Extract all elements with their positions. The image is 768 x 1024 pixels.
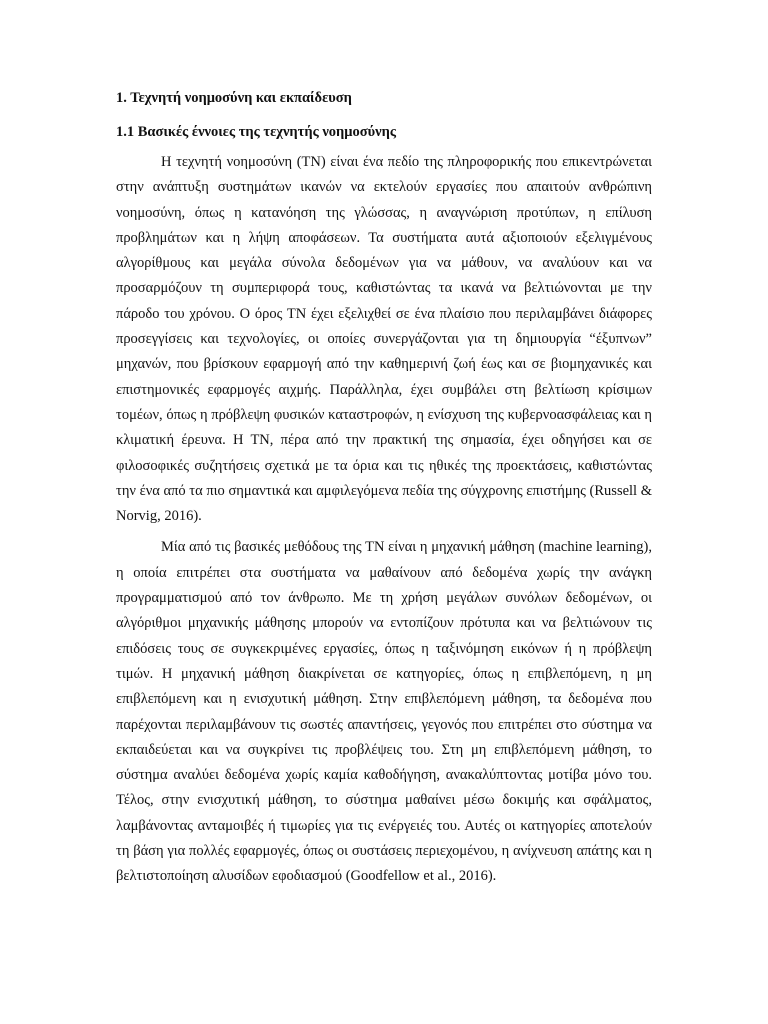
body-paragraph: Η τεχνητή νοημοσύνη (ΤΝ) είναι ένα πεδίο της πληροφορικής που επικεντρώνεται στην ανάπτυξη συστημάτων ικανών να εκτελούν εργασίες που απαιτούν ανθρώπινη νοημοσύνη, όπως η κατανόηση της γλώσσας, η αναγνώριση προτύπων, η επίλυση προβλημάτων και η λήψη αποφάσεων. Τα συστήματα αυτά αξιοποιούν εξελιγμένους αλγορίθμους και μεγάλα σύνολα δεδομένων για να μάθουν, να αναλύουν και να προσαρμόζουν τη συμπεριφορά τους, καθιστώντας τα ικανά να βελτιώνονται με την πάροδο του χρόνου. Ο όρος ΤΝ έχει εξελιχθεί σε ένα πλαίσιο που περιλαμβάνει διάφορες προσεγγίσεις και τεχνολογίες, οι οποίες συνεργάζονται για τη δημιουργία “έξυπνων” μηχανών, που βρίσκουν εφαρμογή από την καθημερινή ζωή έως και σε βιομηχανικές και επιστημονικές εφαρμογές αιχμής. Παράλληλα, έχει συμβάλει στη βελτίωση κρίσιμων τομέων, όπως η πρόβλεψη φυσικών καταστροφών, η ενίσχυση της κυβερνοασφάλειας και η κλιματική έρευνα. Η ΤΝ, πέρα από την πρακτική της σημασία, έχει οδηγήσει και σε φιλοσοφικές συζητήσεις σχετικά με τα όρια και τις ηθικές της προεκτάσεις, καθιστώντας την ένα από τα πιο σημαντικά και αμφιλεγόμενα πεδία της σύγχρονης επιστήμης (Russell & Norvig, 2016).: [116, 154, 652, 525]
section-heading: 1. Τεχνητή νοημοσύνη και εκπαίδευση: [116, 90, 352, 106]
body-paragraph: Μία από τις βασικές μεθόδους της ΤΝ είναι η μηχανική μάθηση (machine learning), η οποία επιτρέπει στα συστήματα να μαθαίνουν από δεδομένα χωρίς την ανάγκη προγραμματισμού από τον άνθρωπο. Με τη χρήση μεγάλων συνόλων δεδομένων, οι αλγόριθμοι μηχανικής μάθησης μπορούν να εντοπίζουν πρότυπα και να βελτιώνουν τις επιδόσεις τους σε συγκεκριμένες εργασίες, όπως η ταξινόμηση εικόνων ή η πρόβλεψη τιμών. Η μηχανική μάθηση διακρίνεται σε κατηγορίες, όπως η επιβλεπόμενη, η μη επιβλεπόμενη και η ενισχυτική μάθηση. Στην επιβλεπόμενη μάθηση, τα δεδομένα που παρέχονται περιλαμβάνουν τις σωστές απαντήσεις, γεγονός που επιτρέπει στο σύστημα να εκπαιδεύεται και να συγκρίνει τις προβλέψεις του. Στη μη επιβλεπόμενη μάθηση, το σύστημα αναλύει δεδομένα χωρίς καμία καθοδήγηση, ανακαλύπτοντας μοτίβα μόνο του. Τέλος, στην ενισχυτική μάθηση, το σύστημα μαθαίνει μέσω δοκιμής και σφάλματος, λαμβάνοντας ανταμοιβές ή τιμωρίες για τις ενέργειές του. Αυτές οι κατηγορίες αποτελούν τη βάση για πολλές εφαρμογές, όπως οι συστάσεις περιεχομένου, η ανίχνευση απάτης και η βελτιστοποίηση αλυσίδων εφοδιασμού (Goodfellow et al., 2016).: [116, 539, 652, 885]
subsection-heading: 1.1 Βασικές έννοιες της τεχνητής νοημοσύνης: [116, 124, 397, 140]
